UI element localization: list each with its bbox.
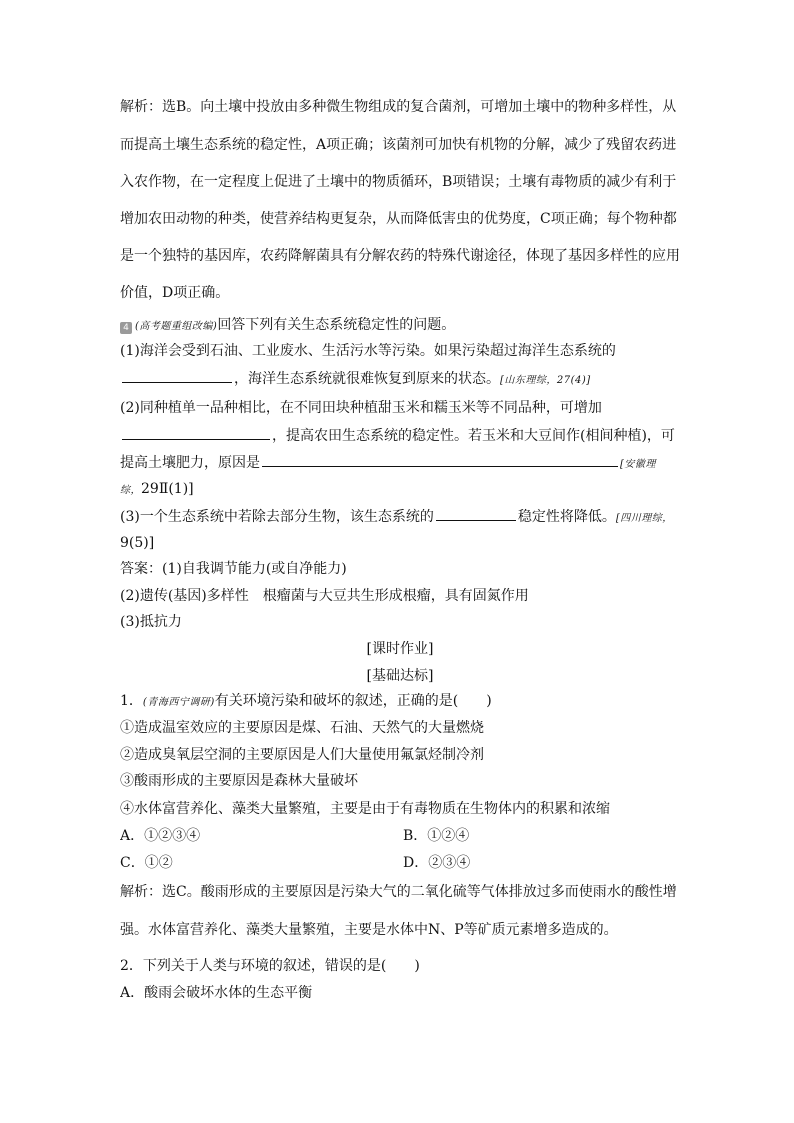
statement: ④水体富营养化、藻类大量繁殖，主要是由于有毒物质在生物体内的积累和浓缩 xyxy=(120,801,610,817)
question-4-part-3-source: 9(5)] xyxy=(120,535,155,551)
answer-line: 答案：(1)自我调节能力(或自净能力) xyxy=(120,561,347,577)
section-subtitle: [基础达标] xyxy=(366,668,434,684)
question-source: (青海西宁调研) xyxy=(142,697,215,708)
question-4-part-2-cont: 提高土壤肥力，原因是 [安徽理 xyxy=(120,452,680,475)
answer-line: (3)抵抗力 xyxy=(120,614,182,630)
answer-line: (2)遗传(基因)多样性 根瘤菌与大豆共生形成根瘤，具有固氮作用 xyxy=(120,588,529,604)
analysis-line: 是一个独特的基因库，农药降解菌具有分解农药的特殊代谢途径，体现了基因多样性的应用 xyxy=(120,248,680,264)
question-4-part-3: (3)一个生态系统中若除去部分生物，该生态系统的 稳定性将降低。[四川理综， xyxy=(120,506,680,529)
analysis-line: 价值，D项正确。 xyxy=(120,285,230,301)
statement: ②造成臭氧层空洞的主要原因是人们大量使用氟氯烃制冷剂 xyxy=(120,747,484,763)
option-b: B．①②④ xyxy=(403,828,470,844)
analysis-line: 解析：选B。向土壤中投放由多种微生物组成的复合菌剂，可增加土壤中的物种多样性，从 xyxy=(120,99,677,115)
answer-blank xyxy=(262,452,618,467)
question-source: [山东理综，27(4)] xyxy=(500,375,591,386)
question-1-stem: 1．(青海西宁调研)有关环境污染和破坏的叙述，正确的是( ) xyxy=(120,693,492,709)
statement: ③酸雨形成的主要原因是森林大量破坏 xyxy=(120,773,358,789)
analysis-line: 解析：选C。酸雨形成的主要原因是污染大气的二氧化硫等气体排放过多而使雨水的酸性增 xyxy=(120,884,677,900)
question-number-icon: 4 xyxy=(120,322,132,334)
analysis-line: 而提高土壤生态系统的稳定性，A项正确；该菌剂可加快有机物的分解，减少了残留农药进 xyxy=(120,137,677,153)
question-source: (高考题重组改编) xyxy=(135,321,218,332)
answer-blank xyxy=(122,368,232,383)
analysis-line: 增加农田动物的种类，使营养结构更复杂，从而降低害虫的优势度，C项正确；每个物种都 xyxy=(120,211,677,227)
option-a: A．酸雨会破坏水体的生态平衡 xyxy=(120,985,313,1001)
answer-blank xyxy=(436,506,516,521)
option-a: A．①②③④ xyxy=(120,828,201,844)
answer-blank xyxy=(122,425,270,440)
analysis-line: 入农作物，在一定程度上促进了土壤中的物质循环，B项错误；土壤有毒物质的减少有利于 xyxy=(120,174,677,190)
analysis-line: 强。水体富营养化、藻类大量繁殖，主要是水体中N、P等矿质元素增多造成的。 xyxy=(120,922,618,938)
section-title: [课时作业] xyxy=(366,641,434,657)
question-4-part-2-source: 综，29Ⅱ(1)] xyxy=(120,481,194,497)
option-c: C．①② xyxy=(120,855,173,871)
question-4-part-2-cont: ，提高农田生态系统的稳定性。若玉米和大豆间作(相间种植)，可 xyxy=(120,425,680,446)
question-2-stem: 2．下列关于人类与环境的叙述，错误的是( ) xyxy=(120,958,420,974)
question-4-part-2: (2)同种植单一品种相比，在不同田块种植甜玉米和糯玉米等不同品种，可增加 xyxy=(120,400,602,416)
options-row xyxy=(120,826,680,846)
options-row xyxy=(120,853,680,873)
option-d: D．②③④ xyxy=(403,855,471,871)
question-stem: 回答下列有关生态系统稳定性的问题。 xyxy=(217,317,456,333)
statement: ①造成温室效应的主要原因是煤、石油、天然气的大量燃烧 xyxy=(120,720,484,736)
question-4-part-1: (1)海洋会受到石油、工业废水、生活污水等污染。如果污染超过海洋生态系统的 xyxy=(120,343,616,359)
question-4-part-1-cont: ，海洋生态系统就很难恢复到原来的状态。[山东理综，27(4)] xyxy=(120,368,680,391)
question-4-header xyxy=(120,315,680,337)
